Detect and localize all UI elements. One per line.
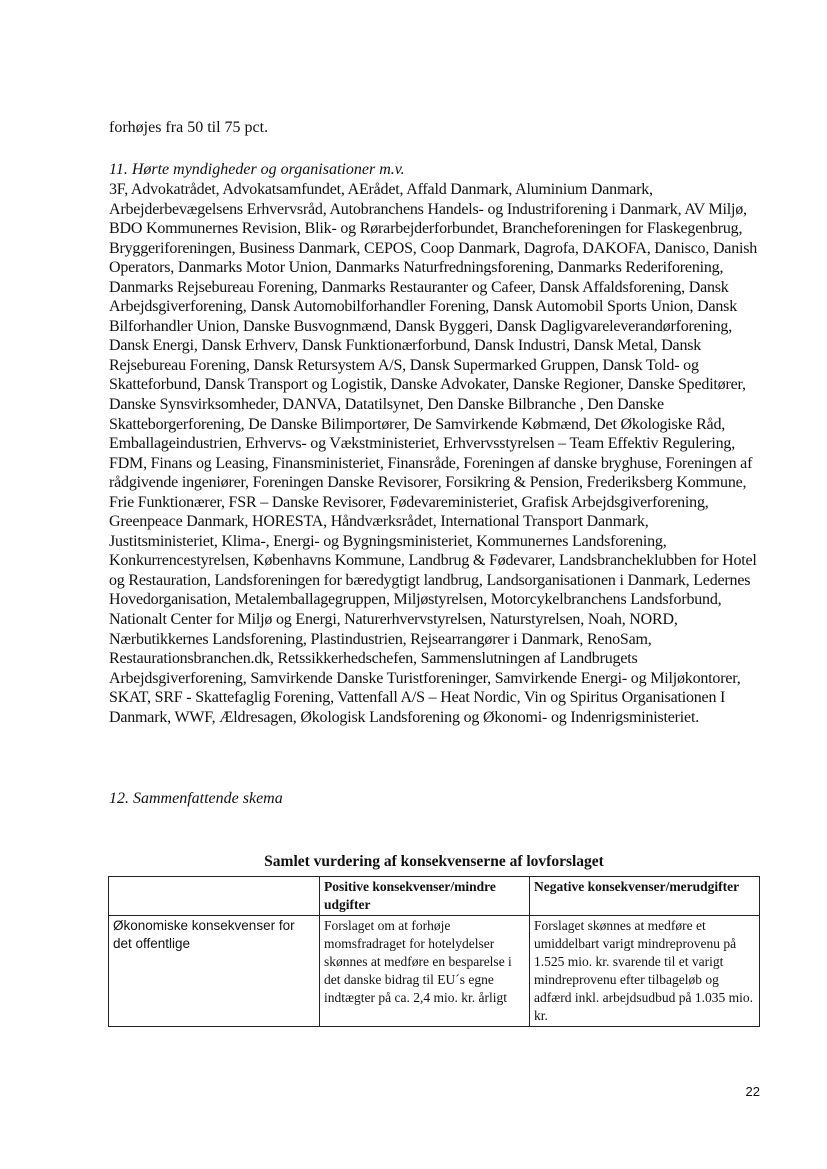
section-11-heading: 11. Hørte myndigheder og organisationer m.v. (109, 161, 405, 178)
header-cell-positive: Positive konsekvenser/mindre udgifter (320, 877, 530, 916)
row-label-cell: Økonomiske konsekvenser for det offentlige (109, 916, 320, 1027)
table-header-row (109, 877, 760, 916)
header-cell-empty (109, 877, 320, 916)
row-positive-cell: Forslaget om at forhøje momsfradraget for hotelydelser skønnes at medføre en besparelse i det danske bidrag til EU´s egne indtægter på ca. 2,4 mio. kr. årligt (320, 916, 530, 1027)
table-row (109, 916, 760, 1027)
row-negative-cell: Forslaget skønnes at medføre et umiddelbart varigt mindreprovenu på 1.525 mio. kr. svarende til et varigt mindreprovenu efter tilbageløb og adfærd inkl. arbejdsudbud på 1.035 mio. kr. (530, 916, 760, 1027)
continuation-line: forhøjes fra 50 til 75 pct. (109, 119, 269, 136)
summary-table-title: Samlet vurdering af konsekvenserne af lovforslaget (264, 853, 604, 870)
page-number: 22 (745, 1084, 760, 1099)
header-cell-negative: Negative konsekvenser/merudgifter (530, 877, 760, 916)
summary-table (108, 876, 760, 1027)
consulted-organisations-list: 3F, Advokatrådet, Advokatsamfundet, AErådet, Affald Danmark, Aluminium Danmark, Arbejderbevægelsens Erhvervsråd, Autobranchens Handels- og Industriforening i Danmark, AV Miljø, BDO Kommunernes Revision, Blik- og Rørarbejderforbundet, Brancheforeningen for Flaskegenbrug, Bryggeriforeningen, Business Danmark, CEPOS, Coop Danmark, Dagrofa, DAKOFA, Danisco, Danish Operators, Danmarks Motor Union, Danmarks Naturfredningsforening, Danmarks Rederiforening, Danmarks Rejsebureau Forening, Danmarks Restauranter og Cafeer, Dansk Affaldsforening, Dansk Arbejdsgiverforening, Dansk Automobilforhandler Forening, Dansk Automobil Sports Union, Dansk Bilforhandler Union, Danske Busvognmænd, Dansk Byggeri, Dansk Dagligvareleverandørforening, Dansk Energi, Dansk Erhverv, Dansk Funktionærforbund, Dansk Industri, Dansk Metal, Dansk Rejsebureau Forening, Dansk Retursystem A/S, Dansk Supermarked Gruppen, Dansk Told- og Skatteforbund, Dansk Transport og Logistik, Danske Advokater, Danske Regioner, Danske Speditører, Danske Synsvirksomheder, DANVA, Datatilsynet, Den Danske Bilbranche , Den Danske Skatteborgerforening, De Danske Bilimportører, De Samvirkende Købmænd, Det Økologiske Råd, Emballageindustrien, Erhvervs- og Vækstministeriet, Erhvervsstyrelsen – Team Effektiv Regulering, FDM, Finans og Leasing, Finansministeriet, Finansråde, Foreningen af danske bryghuse, Foreningen af rådgivende ingeniører, Foreningen Danske Revisorer, Forsikring & Pension, Frederiksberg Kommune, Frie Funktionærer, FSR – Danske Revisorer, Fødevareministeriet, Grafisk Arbejdsgiverforening, Greenpeace Danmark, HORESTA, Håndværksrådet, International Transport Danmark, Justitsministeriet, Klima-, Energi- og Bygningsministeriet, Kommunernes Landsforening, Konkurrencestyrelsen, Københavns Kommune, Landbrug & Fødevarer, Landsbrancheklubben for Hotel og Restauration, Landsforeningen for bæredygtigt landbrug, Landsorganisationen i Danmark, Ledernes Hovedorganisation, Metalemballagegruppen, Miljøstyrelsen, Motorcykelbranchens Landsforbund, Nationalt Center for Miljø og Energi, Naturerhvervstyrelsen, Naturstyrelsen, Noah, NORD, Nærbutikkernes Landsforening, Plastindustrien, Rejsearrangører i Danmark, RenoSam, Restaurationsbranchen.dk, Retssikkerhedschefen, Sammenslutningen af Landbrugets Arbejdsgiverforening, Samvirkende Danske Turistforeninger, Samvirkende Energi- og Miljøkontorer, SKAT, SRF - Skattefaglig Forening, Vattenfall A/S – Heat Nordic, Vin og Spiritus Organisationen I Danmark, WWF, Ældresagen, Økologisk Landsforening og Økonomi- og Indenrigsministeriet. (109, 181, 758, 726)
section-12-heading: 12. Sammenfattende skema (109, 790, 283, 807)
